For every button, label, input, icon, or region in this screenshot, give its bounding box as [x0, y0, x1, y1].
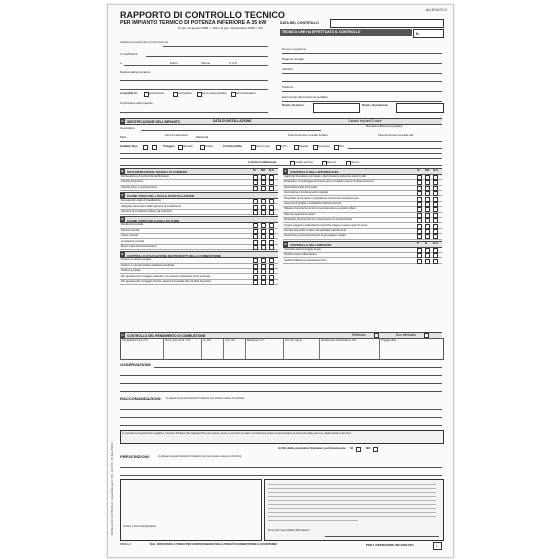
form-title: RAPPORTO DI CONTROLLO TECNICO — [120, 10, 285, 20]
terzo-responsabile-option: terzo responsabile — [202, 91, 227, 95]
address-line[interactable] — [124, 65, 268, 66]
funziona-no-checkbox[interactable] — [373, 447, 378, 452]
proprietario-impianto-label: Proprietario dell'impianto — [120, 101, 153, 105]
tecnico-field-telefono: Telefono — [282, 85, 294, 89]
altro-line[interactable] — [348, 148, 442, 149]
checklist-checkbox[interactable] — [425, 259, 430, 264]
funziona-si-checkbox[interactable] — [356, 447, 361, 452]
checklist-checkbox[interactable] — [261, 186, 266, 191]
checklist-item-label: Adeguate dimensioni delle aperture di ventilazione — [121, 204, 182, 208]
costruttore-line[interactable] — [141, 130, 321, 131]
tecnico-field-indirizzo: Indirizzo — [282, 67, 294, 71]
footer-note: N.B.: VEDI SPAZIO A TERGO PER CONTRASSEGNO DELLA PROVA DI COMBUSTIONE E AVVERTENZE — [150, 543, 278, 546]
altro-option: Altro — [338, 144, 345, 148]
proprietario-option: proprietario — [149, 91, 165, 95]
potenza-utile-label: Potenza termica nominale utile — [378, 134, 414, 137]
effettuato-label: Effettuato — [352, 333, 366, 337]
footer-code: RM/EG-0 — [120, 543, 131, 546]
raccomandazioni-line-2[interactable] — [120, 417, 442, 418]
form-sheet — [107, 4, 454, 558]
modello-line[interactable] — [120, 141, 442, 142]
data-controllo-field[interactable] — [330, 19, 444, 28]
gas-rete-option: Gas di rete — [255, 144, 270, 148]
checklist-checkbox[interactable] — [261, 210, 266, 215]
checklist-checkbox[interactable] — [253, 280, 258, 285]
checklist-checkbox[interactable] — [261, 280, 266, 285]
side-print-text: MODELLO DI CONTROLLO · Assemblato per 0.7/19 · Ed. 8.55 · 61 Rev. 8/2013 — [111, 442, 114, 535]
fine-print-line — [268, 516, 436, 517]
fine-print-line — [268, 508, 436, 509]
checklist-checkbox[interactable] — [261, 245, 266, 250]
column-header: N.C. — [269, 169, 275, 173]
checklist-item-label: Controllo assenza fughe di gas — [284, 247, 321, 251]
occupante-option: occupante — [178, 91, 192, 95]
checklist-item-label: Assenza di perdite e ossidazioni dai/sui raccordi — [284, 202, 342, 205]
interno-option: Interno — [350, 160, 360, 164]
non-effettuato-label: Non effettuato — [396, 333, 416, 337]
avvertenze-box — [264, 479, 444, 541]
anno-label: Anno di costruzione — [165, 134, 188, 137]
checklist-item-label: Per apparecchio a tiraggio forzato: assenza di perdite dai condotti di scarico — [121, 280, 212, 283]
combustion-header: CO corr. (ppm) — [285, 339, 303, 342]
combustion-column[interactable] — [283, 339, 320, 359]
n-civico-label: n. — [120, 61, 123, 65]
column-header: NO — [425, 169, 430, 173]
osservazioni-line-2[interactable] — [120, 375, 442, 376]
checklist-item-label: Sezioni corrette — [121, 228, 140, 232]
checklist-checkbox[interactable] — [433, 259, 438, 264]
checklist-item-label: Curve corrette — [121, 234, 139, 238]
checklist-item-label: Dichiarazione di conformità dell'impianto — [121, 175, 170, 178]
section-letter: D — [121, 217, 124, 222]
combustion-header: Bacharach (n°) — [247, 339, 265, 342]
section-a-title: IDENTIFICAZIONE DELL'IMPIANTO — [127, 120, 181, 124]
timbro-box[interactable] — [120, 479, 262, 541]
firma-line[interactable] — [325, 536, 439, 537]
checklist-checkbox[interactable] — [253, 245, 258, 250]
checklist-checkbox[interactable] — [253, 186, 258, 191]
checklist-row — [283, 233, 442, 239]
checklist-item-label: Valvola di sicurezza contro la sovrapressione a scarico libero — [284, 207, 357, 211]
tecnico-header-label: TECNICO CHE HA EFFETTUATO IL CONTROLLO — [282, 29, 361, 34]
locale-label: Locale installazione — [248, 160, 277, 164]
checklist-checkbox[interactable] — [269, 210, 274, 215]
tecnico-field-ragione: Ragione Sociale — [282, 57, 304, 61]
checklist-row — [120, 209, 278, 215]
checklist-checkbox[interactable] — [425, 234, 430, 239]
locale-tecnico-option: Locale tecnico — [294, 160, 314, 164]
catasto-label: Catasto impianti/Codice — [348, 119, 382, 123]
side-print-info — [111, 155, 117, 535]
checklist-checkbox[interactable] — [269, 186, 274, 191]
combustion-column[interactable] — [201, 339, 224, 359]
section-letter: F — [284, 169, 287, 173]
si-label: SI — [350, 446, 353, 450]
prescrizioni-label: PRESCRIZIONI: — [120, 454, 150, 459]
combustion-column[interactable] — [379, 339, 444, 359]
via-line[interactable] — [146, 56, 268, 57]
combustion-header: Tiraggio (Pa) — [381, 339, 396, 342]
checklist-item-label: Libretto d'uso e manutenzione — [121, 185, 157, 189]
responsabile-line-2[interactable] — [120, 89, 268, 90]
column-header: N.A. — [433, 242, 439, 246]
checklist-item-label: Guarnizione di accoppiamento al generatore integra — [284, 234, 346, 238]
combustion-table — [120, 338, 444, 360]
checklist-item-label: Vaso di espansione carico — [284, 212, 316, 216]
responsabile-line[interactable] — [120, 80, 268, 81]
checklist-item-label: Dispositivo rompitiraggio-antivento privo di evidenti tracce di deterioramento — [284, 180, 375, 184]
consumi-line-2[interactable] — [120, 158, 442, 159]
checklist-checkbox[interactable] — [417, 234, 422, 239]
conclusione-text: In mancanza di prescrizioni esplicite, il tecnico dichiara che l'apparecchio può essere messo in servizio ed usato normalmente senza compromettere la sicurezza delle persone, degli animali e dei beni. — [122, 432, 352, 435]
caldaia-c-checkbox[interactable] — [152, 145, 157, 150]
section-title: ESAME VISIVO DEI CANALI DA FUMO — [127, 218, 180, 223]
combustion-header: Temperatura fumi (°C) — [122, 339, 148, 342]
orario-partenza-label: Orario di partenza — [362, 103, 388, 107]
osservazioni-line-4[interactable] — [120, 391, 442, 392]
checklist-item-label: Pendenza corretta — [121, 223, 143, 227]
column-header: NO — [261, 169, 266, 173]
checklist-item-label: Circuito aria pulito e libero da qualsiasi impedimento — [284, 229, 347, 232]
section-letter: B — [121, 169, 124, 173]
fine-print-line — [268, 500, 436, 501]
no-label: NO — [366, 446, 371, 450]
fine-print-line — [268, 520, 358, 521]
timbro-label: Timbro e firma dell'operatore — [123, 525, 156, 528]
section-title: ESAME VISIVO DEL LOCALE DI INSTALLAZIONE — [127, 194, 195, 199]
section-letter: E — [121, 252, 124, 257]
section-title: CONTROLLO EVACUAZIONE DEI PRODOTTI DELLA COMBUSTIONE — [127, 253, 222, 258]
fine-print-line — [268, 492, 436, 493]
cap-label: C.A.P. — [229, 61, 238, 65]
fine-print-line — [268, 496, 436, 497]
section-h-title: CONTROLLO DEL RENDIMENTO DI COMBUSTIONE — [127, 334, 206, 338]
fine-print-line — [268, 484, 436, 485]
tecnico-field-nome: Nome e Cognome — [282, 47, 307, 51]
column-header: P — [417, 242, 419, 246]
combustion-header: O₂ (%) — [203, 339, 211, 342]
section-title: CONTROLLO DELL'IMPIANTO — [290, 242, 332, 247]
checklist-item-label: Scarico in canna fumaria collettiva ramificata — [121, 263, 175, 267]
checklist-checkbox[interactable] — [253, 210, 258, 215]
tecnico-field-estremi: Estremi del documento di qualifica — [282, 95, 328, 99]
checklist-item-label: Lunghezza corretta — [121, 239, 145, 243]
comune-line[interactable] — [163, 46, 268, 47]
caldaia-b-checkbox[interactable] — [143, 145, 148, 150]
data-installazione-label: DATA DI INSTALLAZIONE — [213, 119, 252, 123]
tecnico-estremi-line[interactable] — [282, 101, 442, 102]
combustion-header: Temp. aria comb. (°C) — [165, 339, 191, 342]
section-title: CONTROLLO DELL'APPARECCHIO — [290, 170, 339, 175]
raccomandazioni-label: RACCOMANDAZIONI: — [120, 396, 162, 401]
checklist-item-label: Scarico in camino singolo — [121, 258, 152, 262]
combustion-column[interactable] — [163, 339, 202, 359]
osservazioni-line-3[interactable] — [120, 383, 442, 384]
prescrizioni-note: In attesa di questi interventi l'impianto non può essere messo in funzione — [158, 455, 242, 458]
tecnico-ragione-line[interactable] — [282, 63, 442, 64]
data-controllo-label: DATA DEL CONTROLLO — [280, 21, 319, 25]
allegato-label: ALLEGATO G — [426, 8, 448, 12]
raccomandazioni-line-1[interactable] — [120, 409, 442, 410]
checklist-checkbox[interactable] — [269, 245, 274, 250]
avvertenze-text — [268, 484, 440, 524]
prescrizioni-line-2[interactable] — [120, 475, 442, 476]
costruttore-label: Costruttore — [120, 126, 135, 130]
checklist-item-label: Organi soggetti a sollecitazioni termiche integri e senza segni di usura — [284, 223, 368, 227]
raccomandazioni-line-3[interactable] — [120, 425, 442, 426]
marcatura-label: Marcatura efficienza energetica — [366, 125, 403, 128]
section-letter: G — [284, 241, 287, 246]
firma-label: Firma del responsabile dell'impianto — [268, 529, 310, 532]
gasolio-option: Gasolio — [298, 144, 309, 148]
fini-sicurezza-label: Ai fini della sicurezza l'impianto può funzionare — [278, 446, 346, 450]
tecnico-indirizzo-line[interactable] — [282, 73, 442, 74]
tiraggio-label: Tiraggio — [163, 144, 175, 148]
page-number: 1 — [436, 543, 438, 548]
checklist-item-label: Per apparecchio a tiraggio naturale: non esistono riflussi dei fumi nel locale — [121, 274, 211, 278]
gpl-option: G.P.L. — [280, 144, 289, 148]
tiraggio-forzato: forzato — [204, 144, 214, 148]
tecnico-telefono-line[interactable] — [282, 91, 442, 92]
via-label: In Via/Piazza — [120, 52, 138, 56]
orario-arrivo-field[interactable] — [313, 103, 360, 113]
prescrizioni-line-1[interactable] — [120, 467, 442, 468]
checklist-item-label: Scambiatore lato fumi pulito — [284, 185, 318, 189]
checklist-item-label: Scarico a parete — [121, 269, 141, 273]
in-qualita-label: in qualità di — [120, 91, 137, 95]
section-letter: C — [121, 193, 124, 198]
checklist-item-label: Aperture di ventilazione libere da ostruzioni — [121, 210, 173, 213]
responsabile-label: Responsabile impianto — [120, 70, 151, 74]
amministratore-option: amministratore — [236, 91, 256, 95]
checklist-row — [120, 279, 278, 285]
column-header: N.C. — [433, 169, 439, 173]
locale-line — [120, 165, 442, 166]
checklist-row — [120, 185, 278, 191]
checklist-item-label: Dispositivi di comando e regolazione funzionanti correttamente — [284, 196, 359, 200]
checklist-row — [120, 244, 278, 250]
matricola-label: Matricola — [196, 135, 209, 139]
caldaia-label: Caldaia Tipo — [120, 144, 138, 148]
legal-reference: D.Lgs. 19 agosto 2005 n. 192 e D.Lgs. 29 dicembre 2006 n. 311 — [178, 26, 264, 30]
fine-print-line — [268, 504, 436, 505]
conclusione-box — [120, 430, 444, 444]
column-header: N — [425, 242, 427, 246]
tecnico-header — [280, 29, 412, 36]
fine-print-line — [268, 512, 436, 513]
column-header: SI — [253, 169, 256, 173]
form-subtitle: PER IMPIANTO TERMICO DI POTENZA INFERIORE A 35 kW — [120, 20, 267, 26]
combustion-header: Rendimento Combustione (%) — [321, 339, 356, 342]
ubicazione-label: Impianto termico sito nel Comune di — [120, 40, 168, 44]
fine-print-line — [268, 488, 436, 489]
osservazioni-line-1[interactable] — [154, 367, 442, 368]
section-a-header — [120, 118, 442, 125]
orario-arrivo-label: Orario di arrivo — [282, 103, 304, 107]
esterno-option: Esterno — [326, 160, 337, 164]
osservazioni-label: OSSERVAZIONI: — [120, 362, 152, 367]
checklist-row — [283, 258, 442, 264]
checklist-checkbox[interactable] — [433, 234, 438, 239]
checklist-item-label: Verifica visiva coibentazioni — [284, 253, 317, 257]
checklist-item-label: Accensione e funzionamento regolari — [284, 191, 329, 195]
interno-label: Interno — [201, 61, 211, 65]
combustion-column[interactable] — [223, 339, 246, 359]
orario-partenza-field[interactable] — [396, 103, 444, 113]
tiraggio-naturale: naturale — [182, 144, 193, 148]
tecnico-indirizzo-line-2[interactable] — [282, 81, 442, 82]
section-a-letter: A — [121, 119, 124, 123]
proprietario-line[interactable] — [120, 112, 268, 113]
combustion-column[interactable] — [121, 339, 163, 359]
checklist-checkbox[interactable] — [417, 259, 422, 264]
n-label: N. — [416, 31, 420, 36]
tecnico-nome-line[interactable] — [282, 53, 442, 54]
tecnico-number-field[interactable] — [413, 29, 444, 38]
checklist-item-label: Dispositivi di sicurezza non manomessi e/o cortocircuitati — [284, 218, 352, 222]
section-h-letter: H — [121, 333, 124, 337]
page-number-box — [433, 542, 442, 550]
checklist-item-label: Verifica efficienza evacuazione fumi — [284, 258, 327, 262]
potenza-focolare-label: Potenza termica nominale focolare — [288, 134, 328, 137]
checklist-item-label: Buono stato di conservazione — [121, 245, 157, 248]
copy-label: PER L'OPERATORE INCARICATO — [366, 543, 414, 547]
combustibile-label: Combustibile — [223, 144, 243, 148]
checklist-item-label: Idoneità del locale di installazione — [121, 199, 162, 203]
combustion-column[interactable] — [319, 339, 380, 359]
checklist-item-label: Libretto d'impianto — [121, 180, 143, 184]
section-title: DOCUMENTAZIONE TECNICA DI CORREDO — [127, 170, 188, 175]
piano-label: Piano — [170, 61, 178, 65]
modello-label: Mod. — [120, 135, 127, 139]
raccomandazioni-note: In attesa di questi interventi l'impianto può essere messo in funzione — [166, 397, 245, 400]
combustion-header: CO₂ (%) — [225, 339, 235, 342]
column-header: SI — [417, 169, 420, 173]
combustion-column[interactable] — [245, 339, 284, 359]
checklist-checkbox[interactable] — [269, 280, 274, 285]
checklist-item-label: Ugelli del bruciatore principale e del bruciatore pilota (se esiste) puliti — [284, 175, 366, 178]
kerosene-option: Kerosene — [317, 144, 330, 148]
consumi-line[interactable] — [120, 153, 442, 154]
